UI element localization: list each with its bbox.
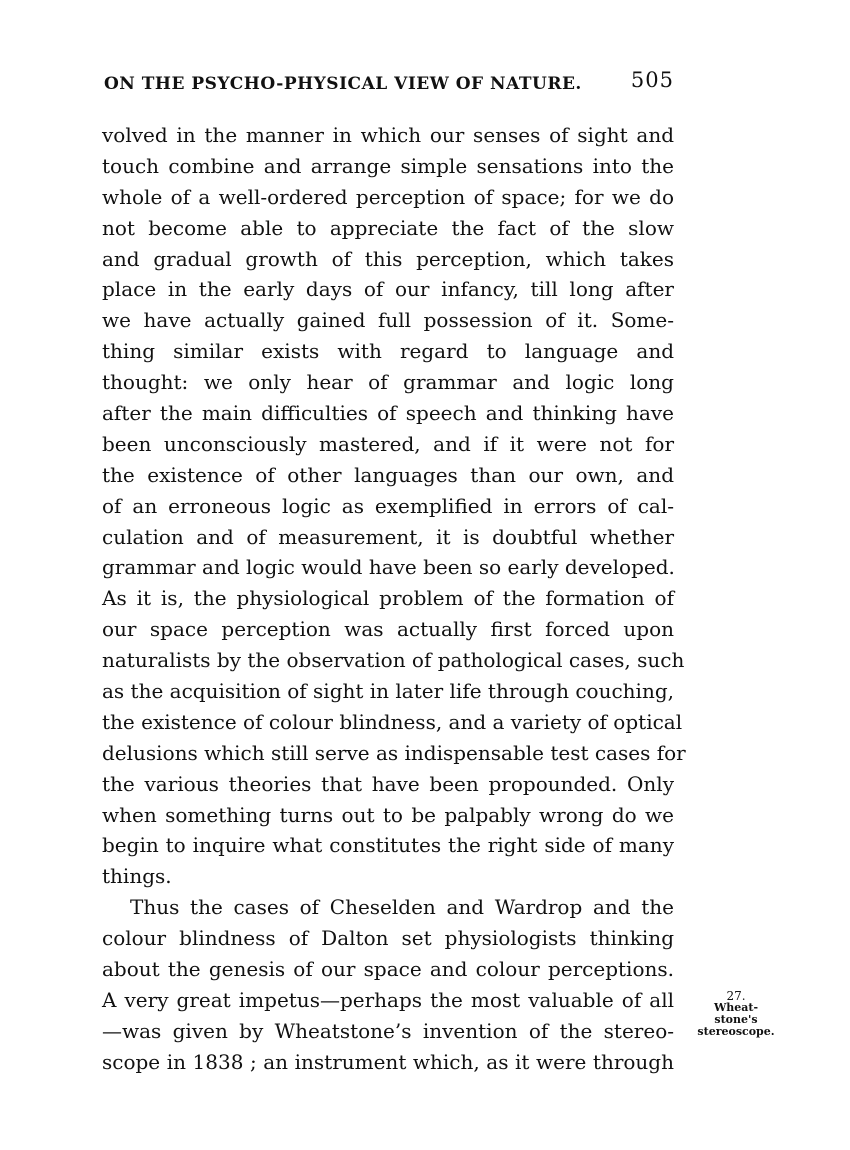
text-line: place in the early days of our infancy, till long after [102,277,674,302]
text-line: colour blindness of Dalton set physiologists thinking [102,926,674,951]
text-line: whole of a well-ordered perception of space; for we do [102,184,674,209]
text-line: of an erroneous logic as exemplified in errors of cal- [102,493,674,518]
text-line: not become able to appreciate the fact of the slow [102,215,674,240]
text-line: as the acquisition of sight in later life through couching, [102,679,674,704]
text-line: —was given by Wheatstone’s invention of the stereo- [102,1018,674,1043]
margin-note [696,990,776,1038]
text-line: thing similar exists with regard to language and [102,339,674,364]
text-line: touch combine and arrange simple sensations into the [102,153,674,178]
text-line: As it is, the physiological problem of the formation of [102,586,674,611]
margin-note-number: 27. [726,989,746,1003]
text-line: our space perception was actually first forced upon [102,617,674,642]
text-line: grammar and logic would have been so early developed. [102,555,675,580]
margin-note-line: stone's [714,1013,758,1026]
text-line: volved in the manner in which our senses of sight and [102,123,674,147]
running-head [104,66,674,100]
text-line: we have actually gained full possession of it. Some- [102,308,674,333]
text-line: A very great impetus—perhaps the most valuable of all [102,987,674,1012]
text-line: and gradual growth of this perception, which takes [102,246,674,271]
paragraph-end-line: things. [102,864,172,889]
text-line: the existence of colour blindness, and a variety of optical [102,709,683,734]
running-title: ON THE PSYCHO-PHYSICAL VIEW OF NATURE. [104,74,582,94]
text-line: delusions which still serve as indispensable test cases for [102,740,686,765]
text-line: after the main difficulties of speech and thinking have [102,401,674,426]
text-line: begin to inquire what constitutes the right side of many [102,833,674,858]
text-line: naturalists by the observation of pathological cases, such [102,648,685,673]
text-line: the various theories that have been propounded. Only [102,771,674,796]
text-line: about the genesis of our space and colour perceptions. [102,957,674,982]
paragraph-start-line: Thus the cases of Cheselden and Wardrop and the [130,895,674,920]
text-line: culation and of measurement, it is doubtful whether [102,524,674,549]
margin-note-line: Wheat- [713,1001,759,1014]
body-text [102,120,686,1078]
page-number: 505 [630,68,674,92]
text-line: been unconsciously mastered, and if it were not for [102,431,674,456]
text-line: the existence of other languages than our own, and [102,462,674,487]
text-line: scope in 1838 ; an instrument which, as it were through [102,1049,674,1074]
text-line: thought: we only hear of grammar and logic long [102,370,674,395]
margin-note-line: stereoscope. [697,1025,775,1038]
text-line: when something turns out to be palpably wrong do we [102,802,674,827]
